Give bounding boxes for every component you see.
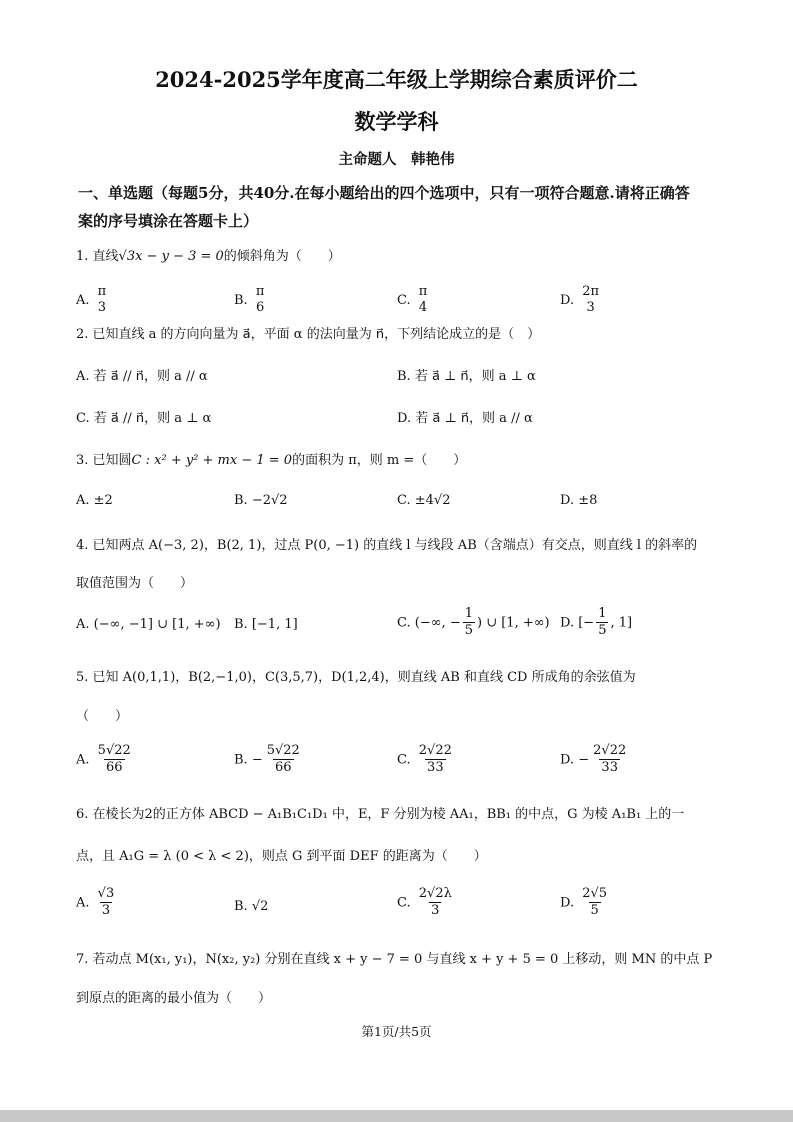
frac-num: 2√22 [593, 743, 627, 758]
q3-equation: C : x² + y² + mx − 1 = 0 [131, 453, 293, 468]
option-label: C. [397, 615, 411, 631]
subject-title: 数学学科 [354, 109, 439, 134]
question-6-line2: 点，且 A₁G = λ (0 < λ < 2)，则点 G 到平面 DEF 的距离为（ ） [76, 849, 487, 864]
question-3 [76, 452, 466, 470]
q1-option-a [76, 284, 110, 317]
question-6-line1: 6. 在棱长为2的正方体 ABCD − A₁B₁C₁D₁ 中，E，F 分别为棱 AA₁，BB₁ 的中点，G 为棱 A₁B₁ 上的一 [76, 807, 685, 822]
question-4-line1: 4. 已知两点 A(−3, 2)，B(2, 1)，过点 P(0, −1) 的直线 l 与线段 AB（含端点）有交点，则直线 l 的斜率的 [76, 538, 698, 553]
q1-option-b [234, 284, 268, 317]
q1-equation: √3x − y − 3 = 0 [118, 249, 224, 264]
frac-den: 3 [101, 903, 111, 919]
question-2: 2. 已知直线 a 的方向向量为 a⃗，平面 α 的法向量为 n⃗，下列结论成立的是（ ） [76, 327, 541, 342]
frac-den: 4 [418, 300, 428, 316]
minus-sign: − [578, 752, 590, 768]
section-heading-line2: 案的序号填涂在答题卡上） [78, 212, 259, 230]
question-7-line1: 7. 若动点 M(x₁, y₁)，N(x₂, y₂) 分别在直线 x + y − 7 = 0 与直线 x + y + 5 = 0 上移动，则 MN 的中点 P [76, 952, 713, 967]
option-label: D. [560, 752, 575, 768]
frac-num: 2π [582, 284, 600, 299]
question-5-line1: 5. 已知 A(0,1,1)，B(2,−1,0)，C(3,5,7)，D(1,2,4)，则直线 AB 和直线 CD 所成角的余弦值为 [76, 670, 636, 685]
q3-stem-b: 的面积为 π，则 m =（ ） [292, 453, 467, 468]
frac-num: 5√22 [266, 743, 300, 758]
option-label: B. [234, 752, 248, 768]
q3-option-a: A. ±2 [76, 493, 113, 508]
q6-option-d [560, 886, 611, 920]
question-4-line2: 取值范围为（ ） [76, 576, 194, 591]
option-label: C. [397, 292, 411, 308]
frac-den: 5 [464, 623, 473, 639]
frac-num: 1 [598, 606, 607, 621]
option-label: A. [76, 752, 90, 768]
option-text: [− [578, 615, 595, 631]
frac-num: 2√5 [582, 886, 608, 901]
q5-option-c [397, 743, 456, 777]
q1-stem-b: 的倾斜角为（ ） [223, 249, 341, 264]
question-7-line2: 到原点的距离的最小值为（ ） [76, 991, 272, 1006]
option-label: B. [234, 617, 248, 632]
question-5-line2: （ ） [76, 709, 129, 724]
frac-num: 2√22 [418, 743, 452, 758]
q4-option-b [234, 616, 298, 634]
q6-option-c [397, 886, 456, 920]
q5-option-a [76, 743, 135, 777]
q5-option-b [234, 743, 304, 777]
frac-num: 2√2λ [418, 886, 452, 901]
q1-option-d [560, 284, 603, 317]
q6-option-a [76, 886, 118, 920]
exam-title: 2024-2025学年度高二年级上学期综合素质评价二 [155, 67, 638, 92]
q3-option-c: C. ±4√2 [397, 493, 451, 508]
q4-option-a [76, 616, 221, 634]
option-label: A. [76, 895, 90, 911]
q4-option-d [560, 606, 632, 640]
q6-option-b: B. √2 [234, 899, 269, 914]
option-text: (−∞, − [414, 615, 461, 631]
option-label: A. [76, 617, 90, 632]
frac-num: π [255, 284, 265, 299]
q1-stem-a: 1. 直线 [76, 249, 119, 264]
option-label: B. [234, 292, 248, 308]
option-label: D. [560, 615, 575, 631]
frac-den: 66 [275, 760, 292, 776]
option-text: (−∞, −1] ∪ [1, +∞) [93, 617, 221, 632]
option-label: A. [76, 292, 90, 308]
q2-option-c: C. 若 a⃗ // n⃗，则 a ⊥ α [76, 411, 212, 426]
frac-den: 33 [427, 760, 444, 776]
frac-num: 5√22 [97, 743, 131, 758]
q3-option-d: D. ±8 [560, 493, 598, 508]
author-line: 主命题人 韩艳伟 [338, 151, 455, 168]
q2-option-d: D. 若 a⃗ ⊥ n⃗，则 a // α [397, 411, 533, 426]
frac-den: 66 [105, 760, 123, 776]
frac-den: 6 [255, 300, 265, 316]
frac-den: 33 [601, 760, 618, 776]
option-label: D. [560, 895, 575, 911]
frac-den: 5 [590, 903, 599, 919]
option-text: , 1] [610, 615, 633, 631]
q2-option-b: B. 若 a⃗ ⊥ n⃗，则 a ⊥ α [397, 369, 536, 384]
q4-option-c [397, 606, 550, 640]
minus-sign: − [251, 752, 263, 768]
section-heading-line1: 一、单选题（每题5分，共40分.在每小题给出的四个选项中，只有一项符合题意.请将正确答 [78, 184, 690, 202]
page-footer: 第1页/共5页 [361, 1024, 432, 1039]
frac-den: 5 [598, 623, 607, 639]
q3-stem-a: 3. 已知圆 [76, 453, 132, 468]
frac-num: √3 [97, 886, 115, 901]
option-text: ) ∪ [1, +∞) [477, 615, 550, 631]
frac-den: 3 [586, 300, 595, 316]
q2-option-a: A. 若 a⃗ // n⃗，则 a // α [76, 369, 208, 384]
option-text: [−1, 1] [251, 617, 298, 632]
q5-option-d [560, 743, 630, 777]
option-label: C. [397, 895, 411, 911]
q3-option-b: B. −2√2 [234, 493, 288, 508]
frac-num: π [97, 284, 107, 299]
page-bottom-bar [0, 1110, 793, 1122]
question-1 [76, 248, 341, 266]
frac-den: 3 [431, 903, 440, 919]
frac-den: 3 [97, 300, 107, 316]
frac-num: 1 [464, 606, 473, 621]
q1-option-c [397, 284, 431, 317]
option-label: C. [397, 752, 411, 768]
frac-num: π [418, 284, 428, 299]
option-label: D. [560, 292, 575, 308]
